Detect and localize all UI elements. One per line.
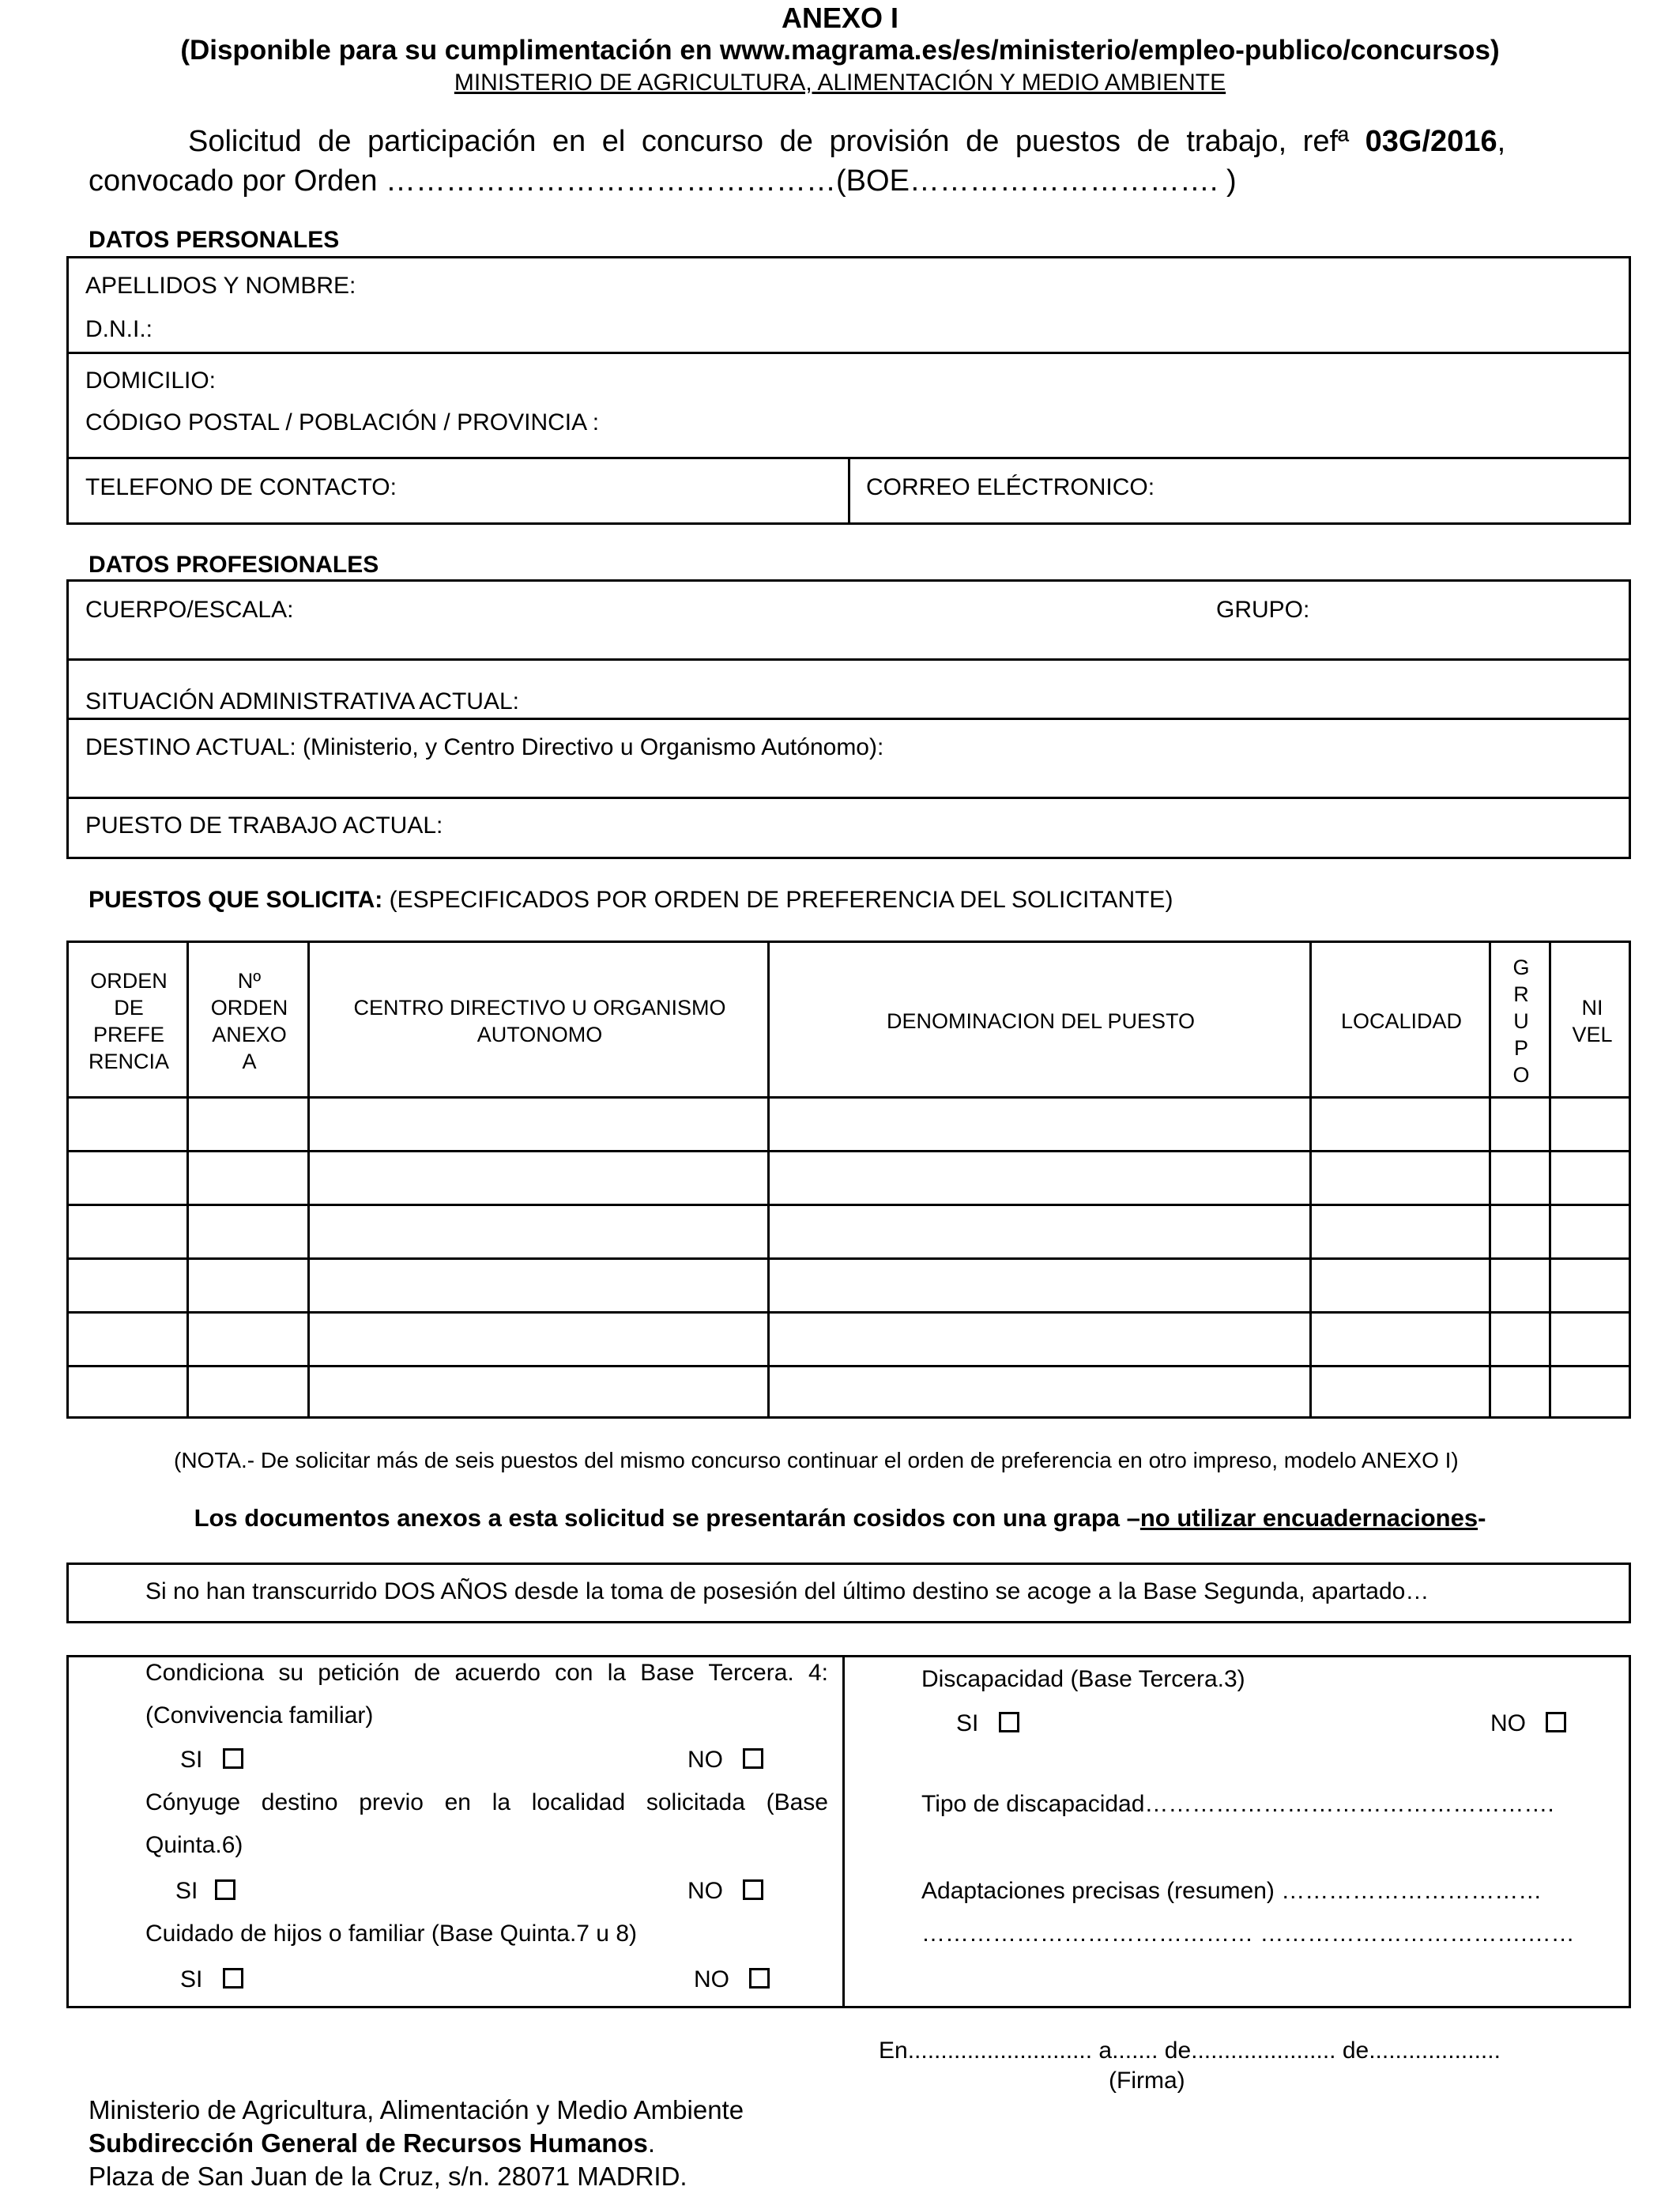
column-header: NI VEL: [1572, 995, 1613, 1046]
adaptations-field[interactable]: Adaptaciones precisas (resumen) ……………………………: [921, 1878, 1543, 1904]
address-field-label: DOMICILIO:: [85, 368, 217, 394]
column-header: G R U P O: [1512, 955, 1530, 1087]
family-no-checkbox[interactable]: [743, 1748, 763, 1769]
availability-note: (Disponible para su cumplimentación en www.magrama.es/es/ministerio/empleo-publico/concursos): [180, 35, 1500, 66]
table-cell[interactable]: [1491, 1099, 1549, 1150]
current-job-label: PUESTO DE TRABAJO ACTUAL:: [85, 812, 443, 839]
column-header: Nº ORDEN ANEXO A: [210, 968, 288, 1073]
table-cell[interactable]: [69, 1099, 186, 1150]
table-cell[interactable]: [1312, 1260, 1489, 1311]
positions-title-rest: (ESPECIFICADOS POR ORDEN DE PREFERENCIA DEL SOLICITANTE): [382, 887, 1173, 913]
spouse-yes-checkbox[interactable]: [215, 1879, 235, 1900]
column-header: ORDEN DE PREFE RENCIA: [88, 968, 169, 1073]
table-cell[interactable]: [770, 1099, 1309, 1150]
table-cell[interactable]: [189, 1206, 307, 1257]
footer-department: [89, 2128, 655, 2158]
table-cell[interactable]: [1491, 1206, 1549, 1257]
table-cell[interactable]: [69, 1314, 186, 1365]
table-cell[interactable]: [189, 1367, 307, 1419]
column-header: LOCALIDAD: [1340, 1008, 1463, 1033]
annex-title: ANEXO I: [781, 2, 899, 34]
positions-table: [66, 941, 1631, 1419]
table-cell[interactable]: [1551, 1206, 1631, 1257]
table-cell[interactable]: [189, 1260, 307, 1311]
table-cell[interactable]: [1551, 1367, 1631, 1419]
spouse-condition-label-2: Quinta.6): [145, 1832, 243, 1858]
table-cell[interactable]: [189, 1314, 307, 1365]
positions-title-bold: PUESTOS QUE SOLICITA:: [89, 887, 383, 913]
place-date-line[interactable]: En............................ a....... de...................... de....................: [879, 2038, 1501, 2064]
table-cell[interactable]: [189, 1099, 307, 1150]
divider: [66, 352, 1631, 354]
table-cell[interactable]: [1491, 1152, 1549, 1204]
positions-title: [89, 887, 1173, 914]
table-cell[interactable]: [1551, 1152, 1631, 1204]
phone-field-label: TELEFONO DE CONTACTO:: [85, 474, 397, 500]
family-condition-label: Condiciona su petición de acuerdo con la Base Tercera. 4:: [145, 1660, 828, 1686]
documents-note-underlined: no utilizar encuadernaciones: [1139, 1504, 1478, 1532]
table-cell[interactable]: [770, 1152, 1309, 1204]
table-cell[interactable]: [1551, 1099, 1631, 1150]
no-label: NO: [687, 1747, 723, 1773]
table-cell[interactable]: [310, 1206, 767, 1257]
column-header: CENTRO DIRECTIVO U ORGANISMO AUTONOMO: [353, 995, 726, 1046]
table-cell[interactable]: [310, 1260, 767, 1311]
table-cell[interactable]: [69, 1260, 186, 1311]
current-post-label: DESTINO ACTUAL: (Ministerio, y Centro Directivo u Organismo Autónomo):: [85, 734, 884, 760]
intro-text: Solicitud de participación en el concurso de provisión de puestos de trabajo, refª: [188, 125, 1365, 158]
table-cell[interactable]: [770, 1260, 1309, 1311]
divider: [848, 457, 850, 525]
professional-data-title: DATOS PROFESIONALES: [89, 552, 379, 578]
divider: [66, 718, 1631, 720]
childcare-yes-checkbox[interactable]: [223, 1968, 243, 1989]
intro-line-1: [188, 125, 1505, 159]
documents-note-text: Los documentos anexos a esta solicitud se presentarán cosidos con una grapa –: [194, 1504, 1140, 1532]
documents-note: [0, 1504, 1680, 1532]
yes-label: SI: [956, 1710, 979, 1736]
table-cell[interactable]: [1312, 1152, 1489, 1204]
table-cell[interactable]: [770, 1206, 1309, 1257]
intro-comma: ,: [1497, 125, 1506, 158]
group-field-label: GRUPO:: [1216, 597, 1310, 623]
intro-line-2: convocado por Orden ………………………………………(BOE…………………………. ): [89, 164, 1237, 198]
base-segunda-text: Si no han transcurrido DOS AÑOS desde la toma de posesión del último destino se acoge a la Base Segunda, apartado…: [145, 1578, 1430, 1604]
admin-status-label: SITUACIÓN ADMINISTRATIVA ACTUAL:: [85, 688, 519, 714]
no-label: NO: [687, 1878, 723, 1904]
table-cell[interactable]: [1491, 1260, 1549, 1311]
table-cell[interactable]: [1551, 1260, 1631, 1311]
table-cell[interactable]: [310, 1367, 767, 1419]
table-cell[interactable]: [310, 1314, 767, 1365]
dni-field-label: D.N.I.:: [85, 316, 153, 342]
footer-department-end: .: [647, 2128, 656, 2158]
table-cell[interactable]: [1491, 1314, 1549, 1365]
table-cell[interactable]: [1491, 1367, 1549, 1419]
table-cell[interactable]: [69, 1206, 186, 1257]
table-note: (NOTA.- De solicitar más de seis puestos del mismo concurso continuar el orden de preferencia en otro impreso, modelo ANEXO I): [174, 1448, 1459, 1472]
disability-label: Discapacidad (Base Tercera.3): [921, 1666, 1245, 1692]
table-cell[interactable]: [69, 1152, 186, 1204]
table-cell[interactable]: [770, 1314, 1309, 1365]
yes-label: SI: [180, 1966, 203, 1992]
divider: [66, 658, 1631, 661]
spouse-no-checkbox[interactable]: [743, 1879, 763, 1900]
postal-field-label: CÓDIGO POSTAL / POBLACIÓN / PROVINCIA :: [85, 409, 600, 435]
disability-yes-checkbox[interactable]: [999, 1712, 1019, 1732]
table-cell[interactable]: [1312, 1314, 1489, 1365]
disability-type-field[interactable]: Tipo de discapacidad…………………………………………….: [921, 1791, 1554, 1817]
table-cell[interactable]: [69, 1367, 186, 1419]
family-yes-checkbox[interactable]: [223, 1748, 243, 1769]
table-cell[interactable]: [770, 1367, 1309, 1419]
no-label: NO: [1490, 1710, 1526, 1736]
documents-note-end: -: [1478, 1504, 1486, 1532]
family-condition-label-2: (Convivencia familiar): [145, 1702, 374, 1728]
yes-label: SI: [180, 1747, 203, 1773]
reference-code: 03G/2016: [1365, 125, 1497, 158]
no-label: NO: [694, 1966, 729, 1992]
ministry-heading: MINISTERIO DE AGRICULTURA, ALIMENTACIÓN Y MEDIO AMBIENTE: [454, 70, 1226, 96]
table-cell[interactable]: [310, 1099, 767, 1150]
column-header: DENOMINACION DEL PUESTO: [886, 1008, 1196, 1033]
table-cell[interactable]: [1312, 1367, 1489, 1419]
childcare-no-checkbox[interactable]: [749, 1968, 770, 1989]
footer-department-name: Subdirección General de Recursos Humanos: [89, 2128, 648, 2158]
email-field-label: CORREO ELÉCTRONICO:: [866, 474, 1155, 500]
childcare-condition-label: Cuidado de hijos o familiar (Base Quinta.7 u 8): [145, 1921, 638, 1947]
name-field-label: APELLIDOS Y NOMBRE:: [85, 273, 356, 299]
table-cell[interactable]: [1312, 1099, 1489, 1150]
personal-data-title: DATOS PERSONALES: [89, 227, 340, 253]
yes-label: SI: [175, 1878, 198, 1904]
corps-field-label: CUERPO/ESCALA:: [85, 597, 294, 623]
spouse-condition-label: Cónyuge destino previo en la localidad solicitada (Base: [145, 1789, 828, 1815]
table-cell[interactable]: [1312, 1206, 1489, 1257]
table-cell[interactable]: [1551, 1314, 1631, 1365]
footer-address: Plaza de San Juan de la Cruz, s/n. 28071 MADRID.: [89, 2162, 687, 2191]
signature-label: (Firma): [1109, 2068, 1185, 2094]
table-cell[interactable]: [189, 1152, 307, 1204]
footer-ministry: Ministerio de Agricultura, Alimentación y Medio Ambiente: [89, 2095, 744, 2124]
divider: [66, 797, 1631, 799]
divider: [842, 1655, 845, 2008]
adaptations-field-2[interactable]: …………………………………… …………………………….……: [921, 1921, 1575, 1947]
table-cell[interactable]: [310, 1152, 767, 1204]
disability-no-checkbox[interactable]: [1546, 1712, 1566, 1732]
